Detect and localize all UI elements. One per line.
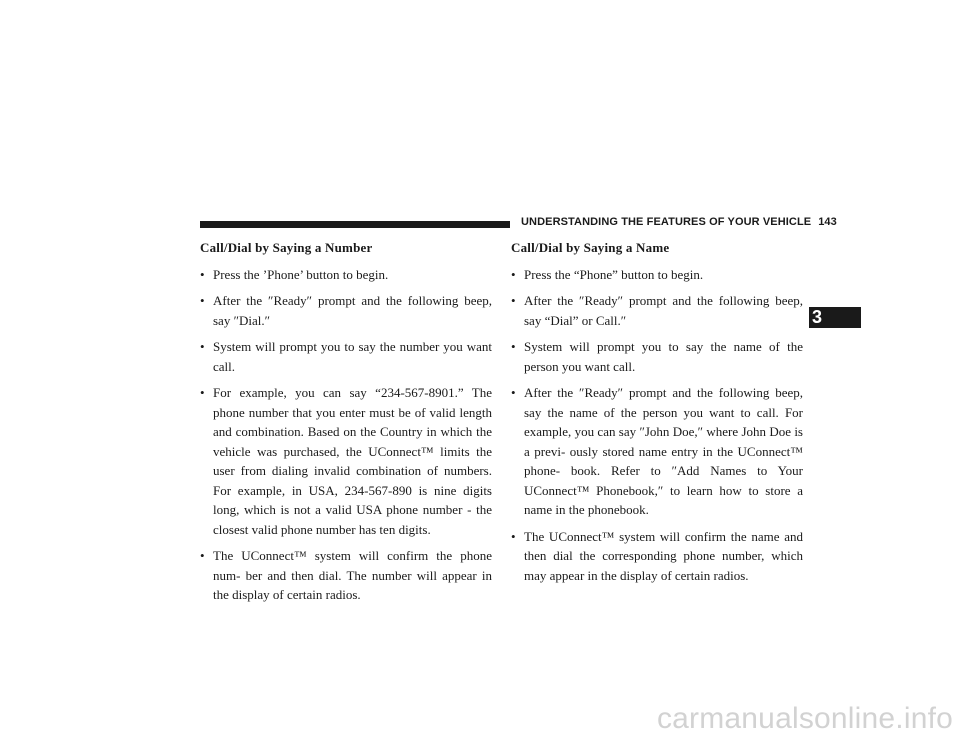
bullet-icon: • — [511, 385, 516, 400]
list-item — [200, 265, 492, 285]
bullet-icon: • — [200, 548, 205, 563]
list-item — [511, 337, 803, 376]
left-column — [200, 238, 492, 612]
list-item-text: System will prompt you to say the number you want call. — [213, 339, 492, 374]
bullet-icon: • — [511, 339, 516, 354]
list-item — [511, 265, 803, 285]
bullet-list-number — [200, 265, 492, 605]
bullet-icon: • — [511, 528, 516, 544]
list-item — [200, 337, 492, 376]
bullet-icon: • — [200, 339, 205, 354]
chapter-tab: 3 — [809, 307, 861, 328]
list-item — [511, 383, 803, 520]
bullet-icon: • — [511, 293, 516, 308]
bullet-icon: • — [200, 266, 205, 282]
bullet-icon: • — [511, 266, 516, 282]
list-item-text: After the ″Ready″ prompt and the following beep, say the name of the person you want to call. For example, you can say ″John Doe,″ where John Doe is a previ- ously stored name entry in the UConnect™ phone- book. Refer to ″Add Names to Your UConnect™ Phonebook,″ to learn how to store a name in the phonebook. — [524, 385, 803, 517]
running-header — [521, 216, 837, 228]
bullet-icon: • — [200, 293, 205, 308]
watermark: carmanualsonline.info — [656, 702, 953, 735]
header-rule — [200, 221, 510, 228]
list-item-text: The UConnect™ system will confirm the phone num- ber and then dial. The number will appear in the display of certain radios. — [213, 548, 492, 602]
list-item-text: For example, you can say “234-567-8901.” The phone number that you enter must be of valid length and combination. Based on the Country in which the vehicle was purchased, the UConnect™ limits the user from dialing invalid combination of numbers. For example, in USA, 234-567-890 is nine digits long, which is not a valid USA phone number - the closest valid phone number has ten digits. — [213, 385, 492, 537]
bullet-icon: • — [200, 385, 205, 400]
list-item-text: Press the “Phone” button to begin. — [524, 266, 704, 282]
list-item — [511, 527, 803, 586]
list-item-text: After the ″Ready″ prompt and the following beep, say “Dial” or Call.″ — [524, 293, 803, 328]
section-heading-number: Call/Dial by Saying a Number — [200, 240, 373, 255]
section-heading-name: Call/Dial by Saying a Name — [511, 240, 670, 255]
list-item — [200, 546, 492, 605]
list-item — [200, 291, 492, 330]
list-item — [200, 383, 492, 539]
list-item-text: Press the ’Phone’ button to begin. — [213, 266, 389, 282]
bullet-list-name — [511, 265, 803, 586]
list-item-text: The UConnect™ system will confirm the name and then dial the corresponding phone number, which may appear in the display of certain radios. — [524, 528, 803, 583]
page-number: 143 — [818, 216, 837, 228]
list-item — [511, 291, 803, 330]
list-item-text: After the ″Ready″ prompt and the following beep, say ″Dial.″ — [213, 293, 492, 328]
running-title: UNDERSTANDING THE FEATURES OF YOUR VEHICLE — [521, 216, 812, 228]
list-item-text: System will prompt you to say the name of the person you want call. — [524, 339, 803, 374]
right-column — [511, 238, 803, 592]
